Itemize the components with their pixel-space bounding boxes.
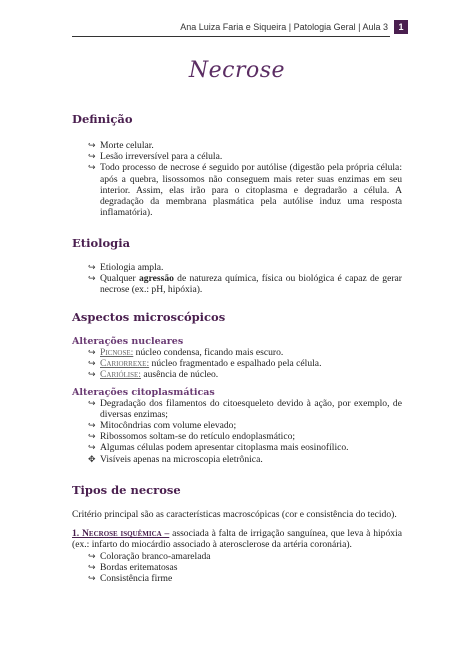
arrow-bullet-icon: ↪ [88, 431, 96, 442]
arrow-bullet-icon: ↪ [88, 273, 96, 284]
diamond-bullet-icon: ✥ [88, 453, 96, 464]
arrow-bullet-icon: ↪ [88, 573, 96, 584]
list-nucleares [72, 347, 402, 381]
list-item: ↪ Lesão irreversível para a célula. [88, 151, 223, 163]
list-item: ↪ Morte celular. [88, 140, 154, 151]
list-isquemica [72, 551, 402, 585]
list-item: ↪ Etiologia ampla. [88, 262, 164, 273]
list-item: ↪ Ribossomos soltam-se do retículo endoplasmático; [88, 431, 296, 443]
arrow-bullet-icon: ↪ [88, 162, 96, 173]
list-item: ↪ Consistência firme [88, 573, 173, 585]
subheading-citoplasmaticas: Alterações citoplasmáticas [72, 386, 215, 398]
list-citoplasmaticas [72, 398, 402, 465]
list-item: ↪ Picnose: núcleo condensa, ficando mais escuro. [88, 347, 284, 358]
section-tipos [72, 483, 402, 584]
heading-aspectos: Aspectos microscópicos [72, 310, 226, 324]
arrow-bullet-icon: ↪ [88, 262, 96, 272]
section-aspectos [72, 310, 402, 465]
heading-tipos: Tipos de necrose [72, 483, 181, 497]
section-definicao [72, 112, 402, 218]
header-divider [72, 36, 390, 37]
arrow-bullet-icon: ↪ [88, 397, 96, 408]
header-text: Ana Luiza Faria e Siqueira | Patologia Geral | Aula 3 [180, 22, 388, 32]
arrow-bullet-icon: ↪ [88, 140, 96, 150]
arrow-bullet-icon: ↪ [88, 347, 96, 357]
list-item: ↪ Mitocôndrias com volume elevado; [88, 420, 237, 432]
tipos-intro: Critério principal são as características macroscópicas (cor e consistência do tecido). [72, 509, 397, 520]
arrow-bullet-icon: ↪ [88, 151, 96, 162]
section-etiologia [72, 236, 402, 296]
arrow-bullet-icon: ↪ [88, 442, 96, 453]
list-item: ↪ Degradação dos filamentos do citoesqueleto devido à ação, por exemplo, de diversas enzimas; [88, 397, 402, 420]
arrow-bullet-icon: ↪ [88, 369, 96, 380]
page-number: 1 [394, 20, 408, 34]
list-item: ↪ Coloração branco-amarelada [88, 550, 211, 562]
list-item: ↪ Todo processo de necrose é seguido por autólise (digestão pela própria célula: após a quebra, lisossomos não conseguem mais reter suas enzimas em seu interior. Assim, elas irão para o citoplasma e degradarão a célula. A degradação da membrana plasmática pela autólise induz uma resposta inflamatória). [88, 162, 402, 219]
list-item: ↪ Cariólise: ausência de núcleo. [88, 369, 219, 381]
keyword-agressao: agressão [138, 273, 174, 285]
necrose-isquemica-label: 1. Necrose isquêmica – [72, 528, 170, 540]
list-item: ↪ Bordas eritematosas [88, 561, 178, 573]
arrow-bullet-icon: ↪ [88, 358, 96, 369]
subheading-nucleares: Alterações nucleares [72, 336, 184, 347]
arrow-bullet-icon: ↪ [88, 561, 96, 572]
page-title: Necrose [188, 58, 286, 83]
necrose-isquemica-paragraph: 1. Necrose isquêmica – associada à falta de irrigação sanguínea, que leva à hipóxia (ex.: infarto do miocárdio associado à aterosclerose da artéria coronária). [72, 528, 402, 551]
heading-definicao: Definição [72, 112, 133, 126]
arrow-bullet-icon: ↪ [88, 550, 96, 561]
heading-etiologia: Etiologia [72, 236, 131, 250]
list-item: ↪ Cariorrexe: núcleo fragmentado e espalhado pela célula. [88, 358, 322, 370]
list-item: ✥ Visíveis apenas na microscopia eletrônica. [88, 453, 263, 465]
list-definicao [72, 140, 402, 218]
arrow-bullet-icon: ↪ [88, 420, 96, 431]
list-etiologia [72, 262, 402, 296]
list-item: ↪ Qualquer agressão de natureza química, física ou biológica é capaz de gerar necrose (ex.: pH, hipóxia). [88, 273, 402, 296]
list-item: ↪ Algumas células podem apresentar citoplasma mais eosinofílico. [88, 442, 349, 454]
